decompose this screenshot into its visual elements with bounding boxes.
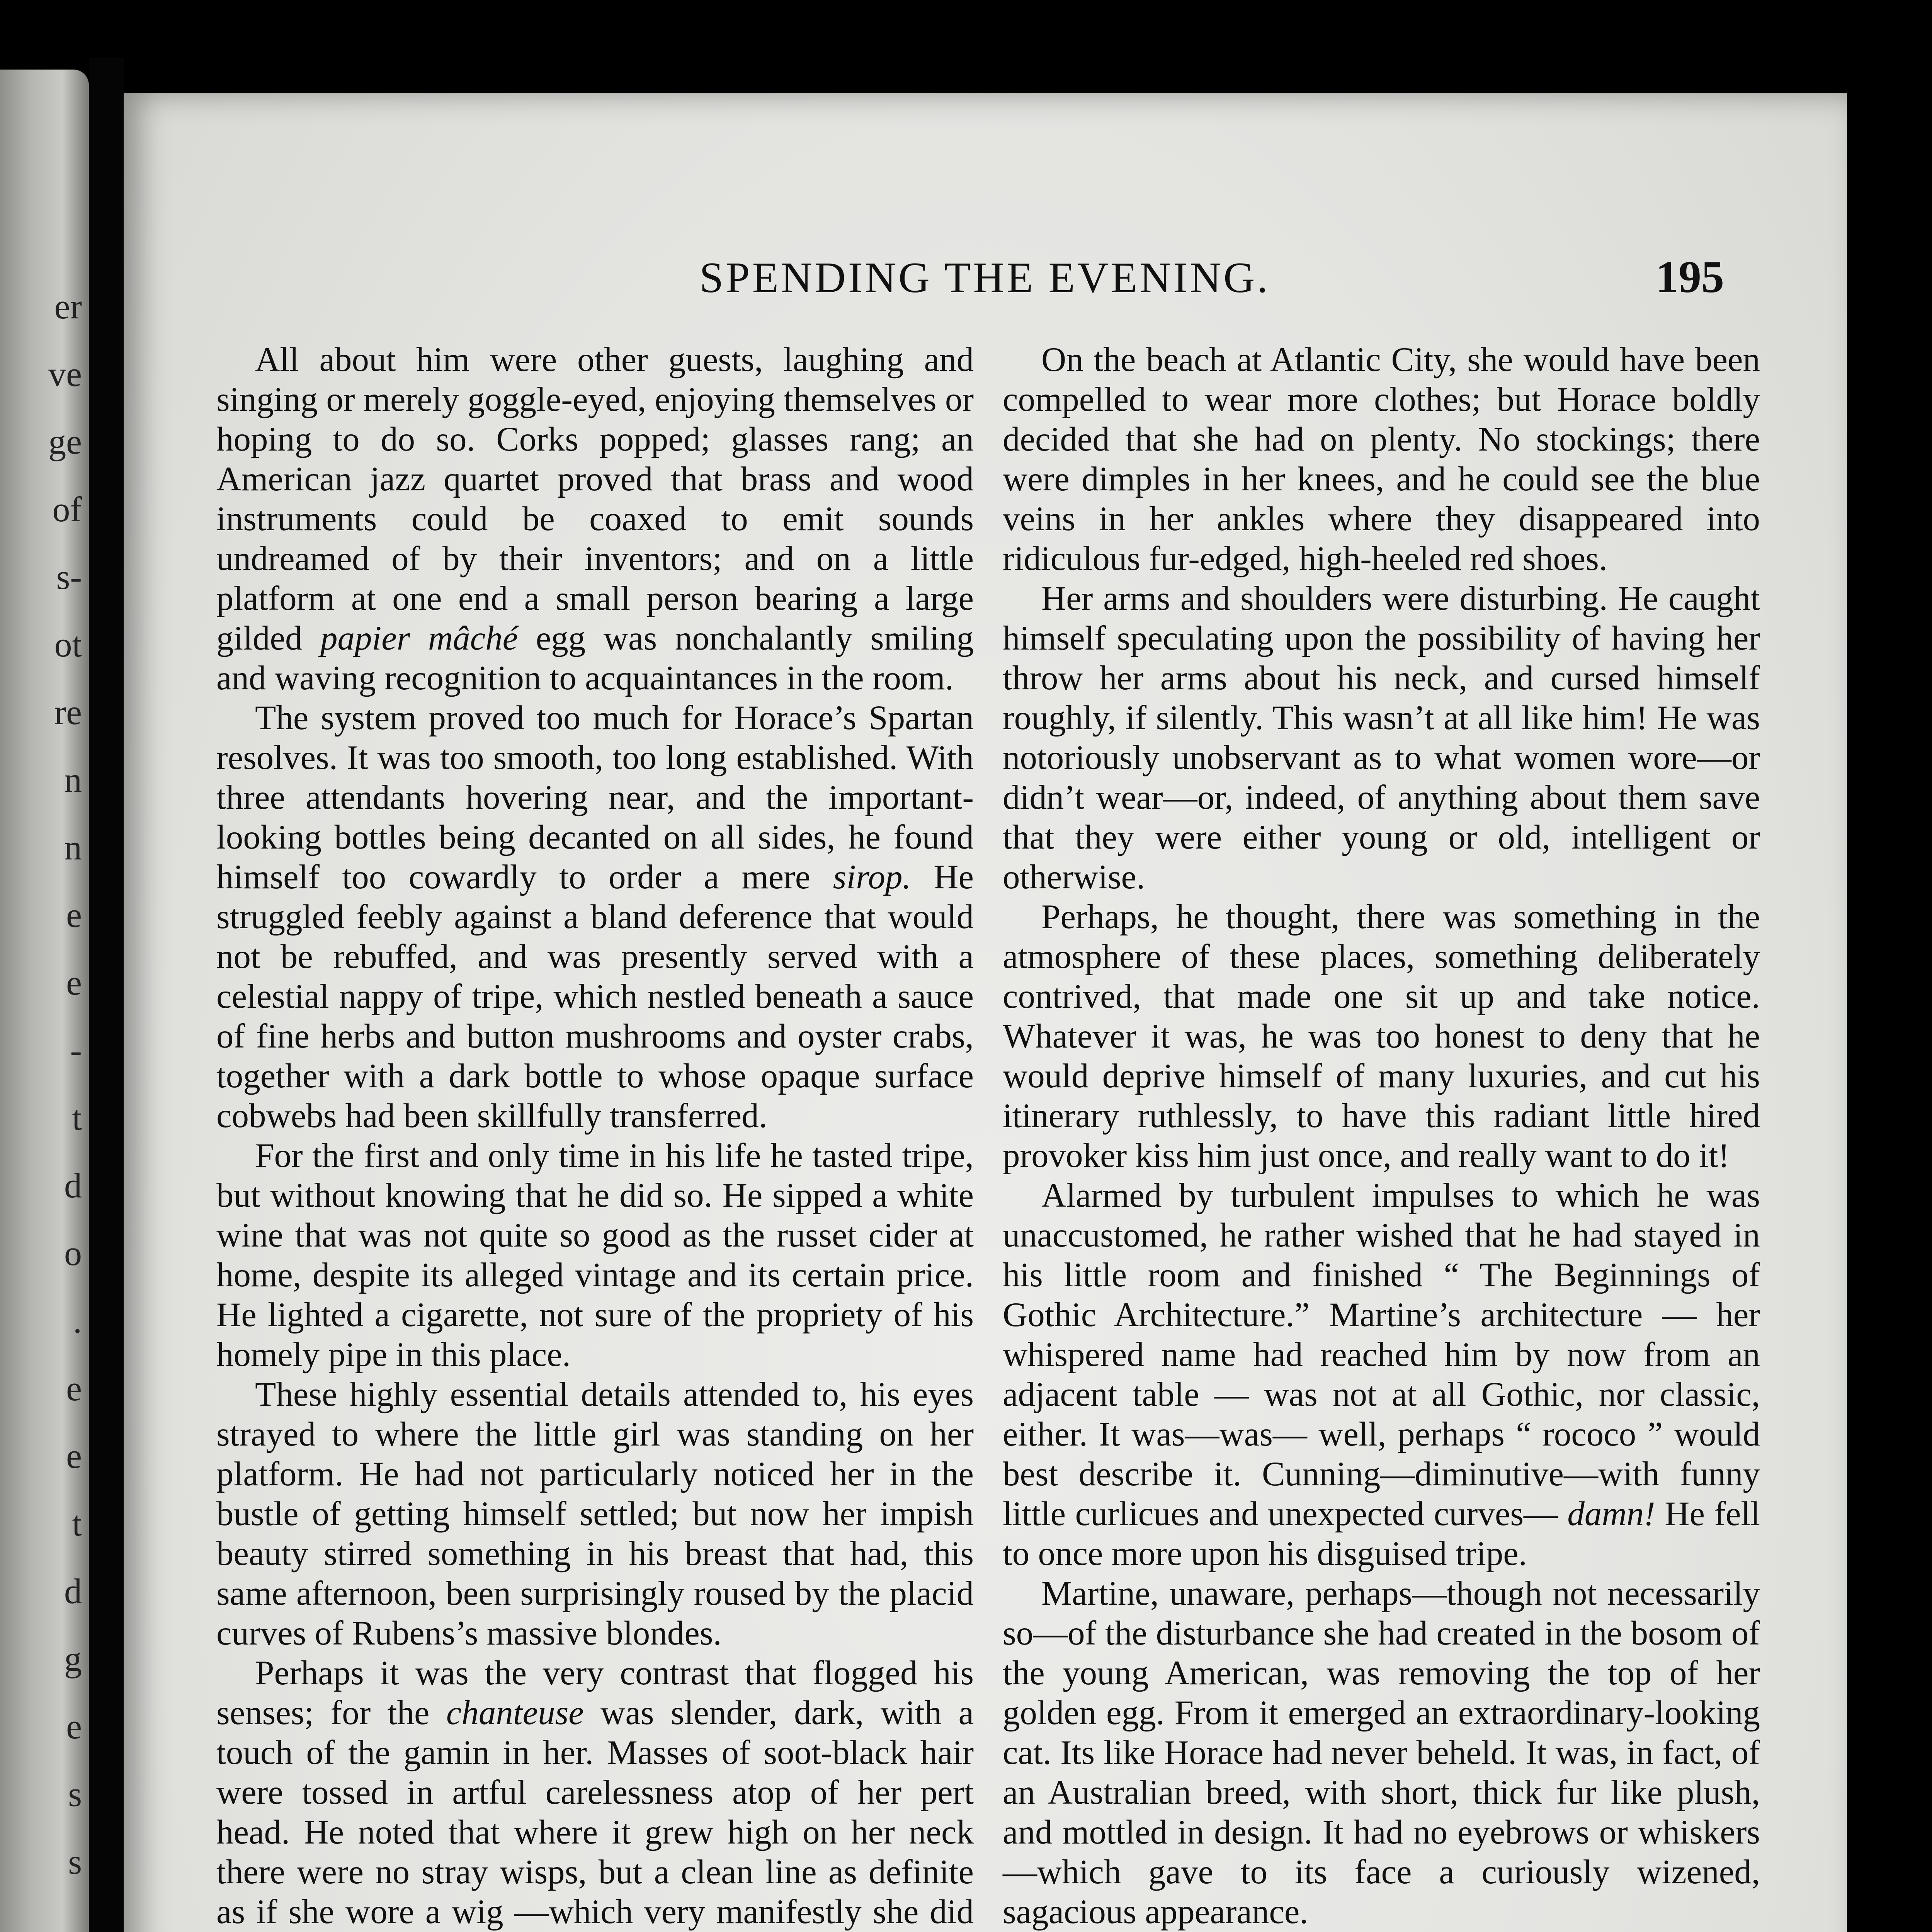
facing-page-fragment: re [54,692,82,732]
paragraph [1003,897,1760,1176]
facing-page-fragment: ge [48,422,82,461]
paragraph-text: Martine, unaware, perhaps—though not necessarily so—of the disturbance she had created in the bosom of the young American, was removing the top of her golden egg. From it emerged an extraordinary-looking cat. Its like Horace had never beheld. It was, in fact, of an Australian breed, with short, thick fur like plush, and mottled in design. It had no eyebrows or whiskers—which gave to its face a curiously wizened, sagacious appearance. [1003,1575,1760,1931]
facing-page-fragment: o [64,1233,82,1273]
facing-page-edge [0,70,89,1932]
facing-page-fragments [0,286,89,1909]
paragraph-text: Perhaps, he thought, there was something in the atmosphere of these places, something deliberately contrived, that made one sit up and take notice. Whatever it was, he was too honest to deny that he would deprive himself of many luxuries, and cut his itinerary ruthlessly, to have this radiant little hired provoker kiss him just once, and really want to do it! [1003,898,1760,1175]
text-column-right [1003,340,1760,1932]
paragraph [216,1375,974,1653]
paragraph [1003,579,1760,897]
paragraph [216,340,974,698]
facing-page-fragment: n [64,828,82,867]
paragraph-text-continued: He fell to once more upon his disguised tripe. [1003,1495,1760,1573]
paragraph-text: All about him were other guests, laughing and singing or merely goggle-eyed, enjoying themselves or hoping to do so. Corks popped; glasses rang; an American jazz quartet proved that brass and wood instruments could be coaxed to emit sounds undreamed of by their inventors; and on a little platform at one end a small person bearing a large gilded [216,341,974,657]
italic-phrase: sirop. [833,858,911,896]
paragraph-text: Perhaps it was the very contrast that flogged his senses; for the [216,1654,974,1732]
paragraph-text-continued: was slender, dark, with a touch of the gamin in her. Masses of soot-black hair were tossed in artful carelessness atop of her pert head. He noted that where it grew high on her neck there were no stray wisps, but a clean line as definite as if she wore a wig —which very manifestly she did [216,1694,974,1931]
paragraph-text: Her arms and shoulders were disturbing. He caught himself speculating upon the possibility of having her throw her arms about his neck, and cursed himself roughly, if silently. This wasn’t at all like him! He was notoriously unobservant as to what women wore—or didn’t wear—or, indeed, of anything about them save that they were either young or old, intelligent or otherwise. [1003,580,1760,896]
paragraph-text: The system proved too much for Horace’s Spartan resolves. It was too smooth, too long established. With three attendants hovering near, and the important-looking bottles being decanted on all sides, he found himself too cowardly to order a mere [216,699,974,896]
facing-page-fragment: . [73,1301,82,1340]
paragraph [1003,1574,1760,1932]
facing-page-fragment: e [66,1369,82,1408]
facing-page-fragment: er [54,287,82,326]
paragraph-text: These highly essential details attended to, his eyes strayed to where the little girl was standing on her platform. He had not particularly noticed her in the bustle of getting himself settled; but now her impish beauty stirred something in his breast that had, this same afternoon, been surprisingly roused by the placid curves of Rubens’s massive blondes. [216,1376,974,1652]
running-title: SPENDING THE EVENING. [699,254,1270,302]
italic-phrase: papier mâché [320,619,518,657]
paragraph-text: For the first and only time in his life he tasted tripe, but without knowing that he did so. He sipped a white wine that was not quite so good as the russet cider at home, despite its alleged vintage and its certain price. He lighted a cigarette, not sure of the propriety of his homely pipe in this place. [216,1137,974,1374]
facing-page-fragment: d [64,1166,82,1205]
italic-phrase: damn! [1567,1495,1655,1533]
scan-border-right [1847,77,1932,1932]
book-page [124,93,1847,1932]
facing-page-fragment: d [64,1571,82,1611]
paragraph-text: On the beach at Atlantic City, she would have been compelled to wear more clothes; but Horace boldly decided that she had on plenty. No stockings; there were dimples in her knees, and he could see the blue veins in her ankles where they disappeared into ridiculous fur-edged, high-heeled red shoes. [1003,341,1760,578]
paragraph [1003,340,1760,579]
paragraph-text-continued: egg was nonchalantly smiling and waving recognition to acquaintances in the room. [216,619,974,697]
paragraph [216,1136,974,1375]
facing-page-fragment: e [66,1707,82,1746]
facing-page-fragment: s [68,1774,82,1814]
facing-page-fragment: t [72,1504,82,1543]
facing-page-fragment: s [68,1842,82,1881]
facing-page-fragment: n [64,760,82,799]
facing-page-fragment: t [72,1098,82,1138]
facing-page-fragment: s- [56,557,82,597]
facing-page-fragment: e [66,895,82,935]
paragraph-text: Alarmed by turbulent impulses to which he was unaccustomed, he rather wished that he had stayed in his little room and finished “ The Beginnings of Gothic Architecture.” Martine’s architecture — her whispered name had reached him by now from an adjacent table — was not at all Gothic, nor classic, either. It was—was— well, perhaps “ rococo ” would best describe it. Cunning—diminutive—with funny little curlicues and unexpected curves— [1003,1177,1760,1533]
facing-page-fragment: g [64,1639,82,1679]
paragraph [216,1653,974,1932]
facing-page-fragment: of [52,490,82,529]
facing-page-fragment: ve [48,354,82,394]
paragraph-text-continued: He struggled feebly against a bland deference that would not be rebuffed, and was presently served with a celestial nappy of tripe, which nestled beneath a sauce of fine herbs and button mushrooms and oyster crabs, together with a dark bottle to whose opaque surface cobwebs had been skillfully transferred. [216,858,974,1135]
paragraph [1003,1176,1760,1574]
facing-page-fragment: e [66,1436,82,1476]
page-number: 195 [1656,252,1724,302]
text-column-left [216,340,974,1932]
italic-phrase: chanteuse [446,1694,584,1732]
book-gutter [89,58,124,1932]
facing-page-fragment: - [70,1031,82,1070]
facing-page-fragment: e [66,963,82,1002]
running-head [124,253,1847,307]
facing-page-fragment: ot [54,625,82,664]
paragraph [216,698,974,1136]
